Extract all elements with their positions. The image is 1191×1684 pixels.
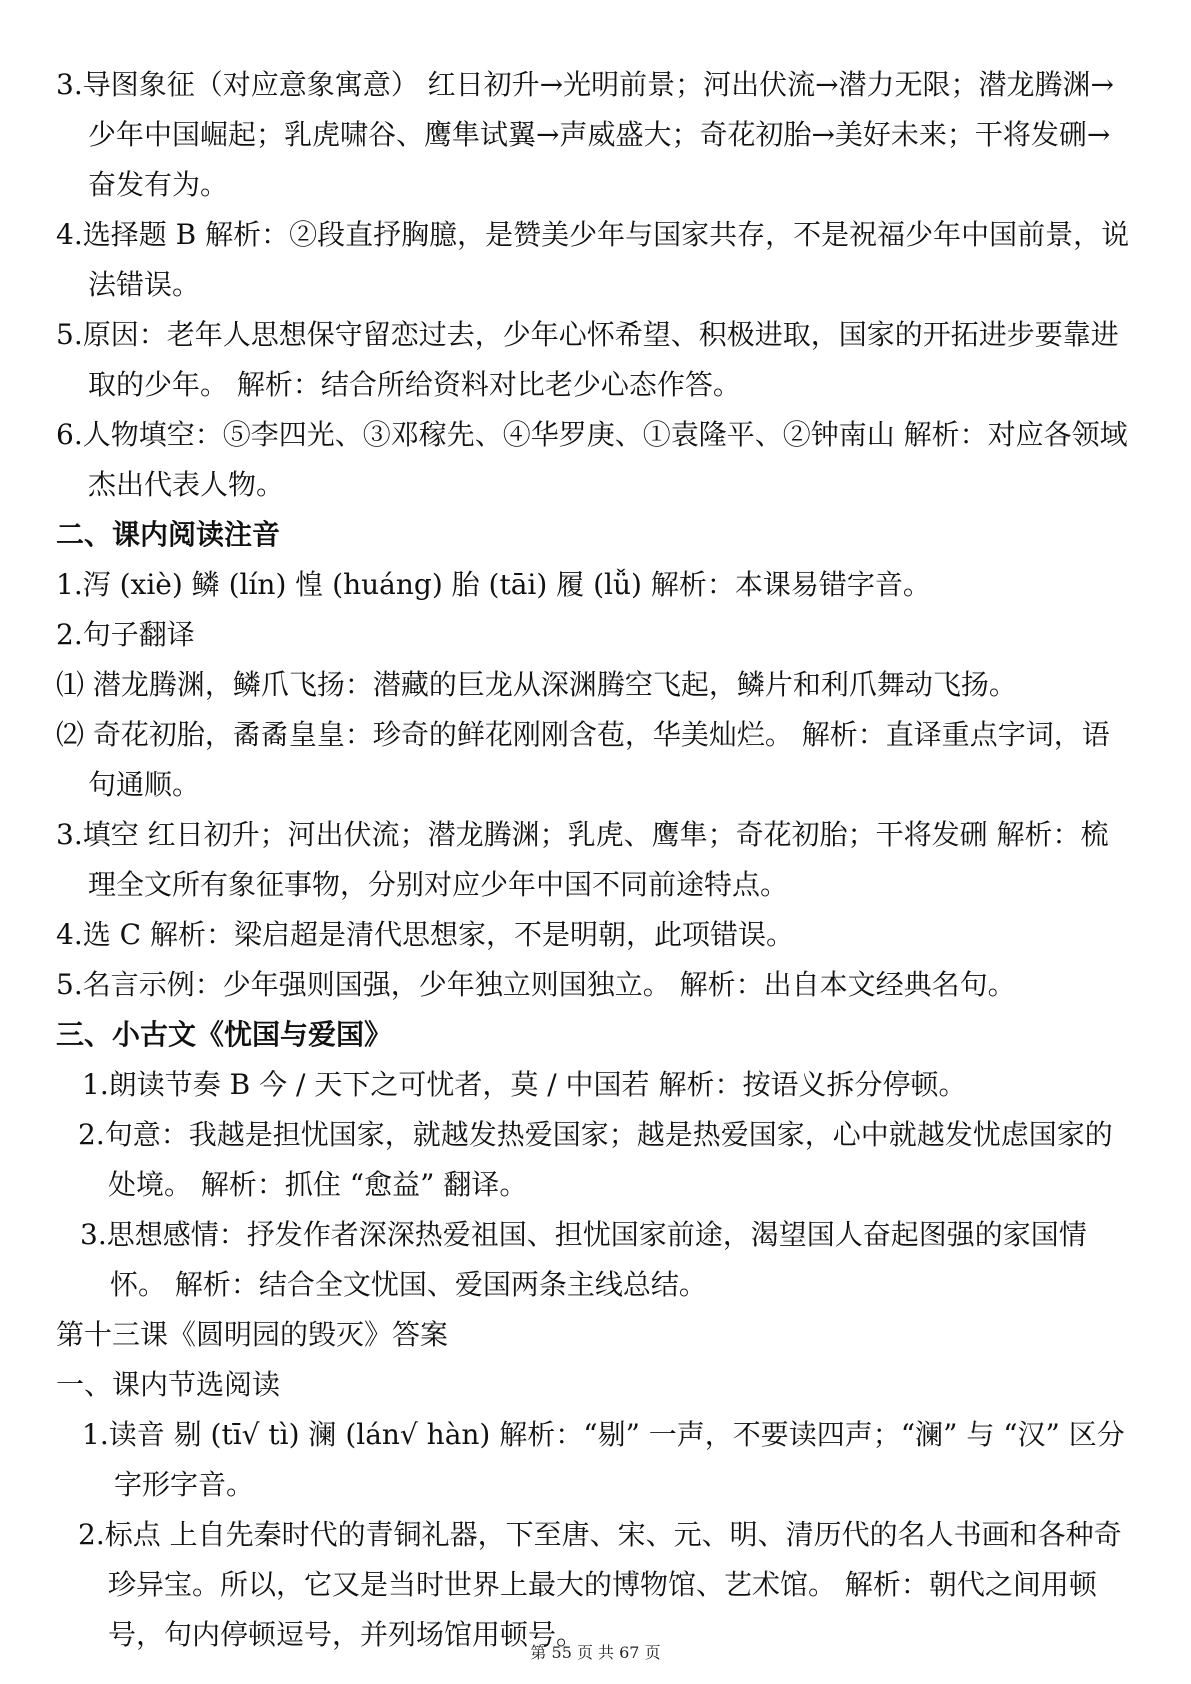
- translation-item-2: 2.句子翻译: [56, 618, 195, 651]
- section-heading-2: 二、课内阅读注音: [56, 518, 281, 551]
- emotion-item-3: 3.思想感情：抒发作者深深热爱祖国、担忧国家前途，渴望国人奋起图强的家国情怀。 解析：结合全文忧国、爱国两条主线总结。: [80, 1218, 1087, 1301]
- fill-blank-item-3: 3.填空 红日初升；河出伏流；潜龙腾渊；乳虎、鹰隼；奇花初胎；干将发硎 解析：梳理全文所有象征事物，分别对应少年中国不同前途特点。: [56, 818, 1109, 901]
- phonetics-item-1: 1.泻 (xiè) 鳞 (lín) 惶 (huáng) 胎 (tāi) 履 (lǚ) 解析：本课易错字音。: [56, 568, 931, 601]
- punctuation-item-2: 2.标点 上自先秦时代的青铜礼器，下至唐、宋、元、明、清历代的名人书画和各种奇珍异宝。所以，它又是当时世界上最大的博物馆、艺术馆。 解析：朝代之间用顿号，句内停顿逗号，并列场馆用顿号。: [78, 1518, 1122, 1651]
- subsection-heading-1: 一、课内节选阅读: [56, 1368, 281, 1401]
- quote-item-5: 5.名言示例：少年强则国强，少年独立则国独立。 解析：出自本文经典名句。: [56, 968, 1016, 1001]
- choice-item-4: 4.选 C 解析：梁启超是清代思想家，不是明朝，此项错误。: [56, 918, 794, 951]
- meaning-item-2: 2.句意：我越是担忧国家，就越发热爱国家；越是热爱国家，心中就越发忧虑国家的处境。 解析：抓住 “愈益” 翻译。: [78, 1118, 1113, 1201]
- answer-item-4: 4.选择题 B 解析：②段直抒胸臆，是赞美少年与国家共存，不是祝福少年中国前景，说法错误。: [56, 218, 1130, 301]
- document-body: [56, 60, 1136, 1660]
- pronunciation-item-1: 1.读音 剔 (tī√ tì) 澜 (lán√ hàn) 解析：“剔” 一声，不要读四声；“澜” 与 “汉” 区分字形字音。: [82, 1418, 1125, 1501]
- translation-sub-2: ⑵ 奇花初胎，矞矞皇皇：珍奇的鲜花刚刚含苞，华美灿烂。 解析：直译重点字词，语句通顺。: [56, 718, 1110, 801]
- page-number-footer: 第 55 页 共 67 页: [530, 1643, 661, 1662]
- lesson-title: 第十三课《圆明园的毁灭》答案: [56, 1318, 449, 1351]
- translation-sub-1: ⑴ 潜龙腾渊，鳞爪飞扬：潜藏的巨龙从深渊腾空飞起，鳞片和利爪舞动飞扬。: [56, 668, 1017, 701]
- answer-item-3: 3.导图象征（对应意象寓意） 红日初升→光明前景；河出伏流→潜力无限；潜龙腾渊→少年中国崛起；乳虎啸谷、鹰隼试翼→声威盛大；奇花初胎→美好未来；干将发硎→奋发有为。: [56, 68, 1115, 201]
- answer-item-6: 6.人物填空：⑤李四光、③邓稼先、④华罗庚、①袁隆平、②钟南山 解析：对应各领域杰出代表人物。: [56, 418, 1128, 501]
- rhythm-item-1: 1.朗读节奏 B 今 / 天下之可忧者，莫 / 中国若 解析：按语义拆分停顿。: [82, 1068, 967, 1101]
- answer-item-5: 5.原因：老年人思想保守留恋过去，少年心怀希望、积极进取，国家的开拓进步要靠进取的少年。 解析：结合所给资料对比老少心态作答。: [56, 318, 1119, 401]
- section-heading-3: 三、小古文《忧国与爱国》: [56, 1018, 393, 1051]
